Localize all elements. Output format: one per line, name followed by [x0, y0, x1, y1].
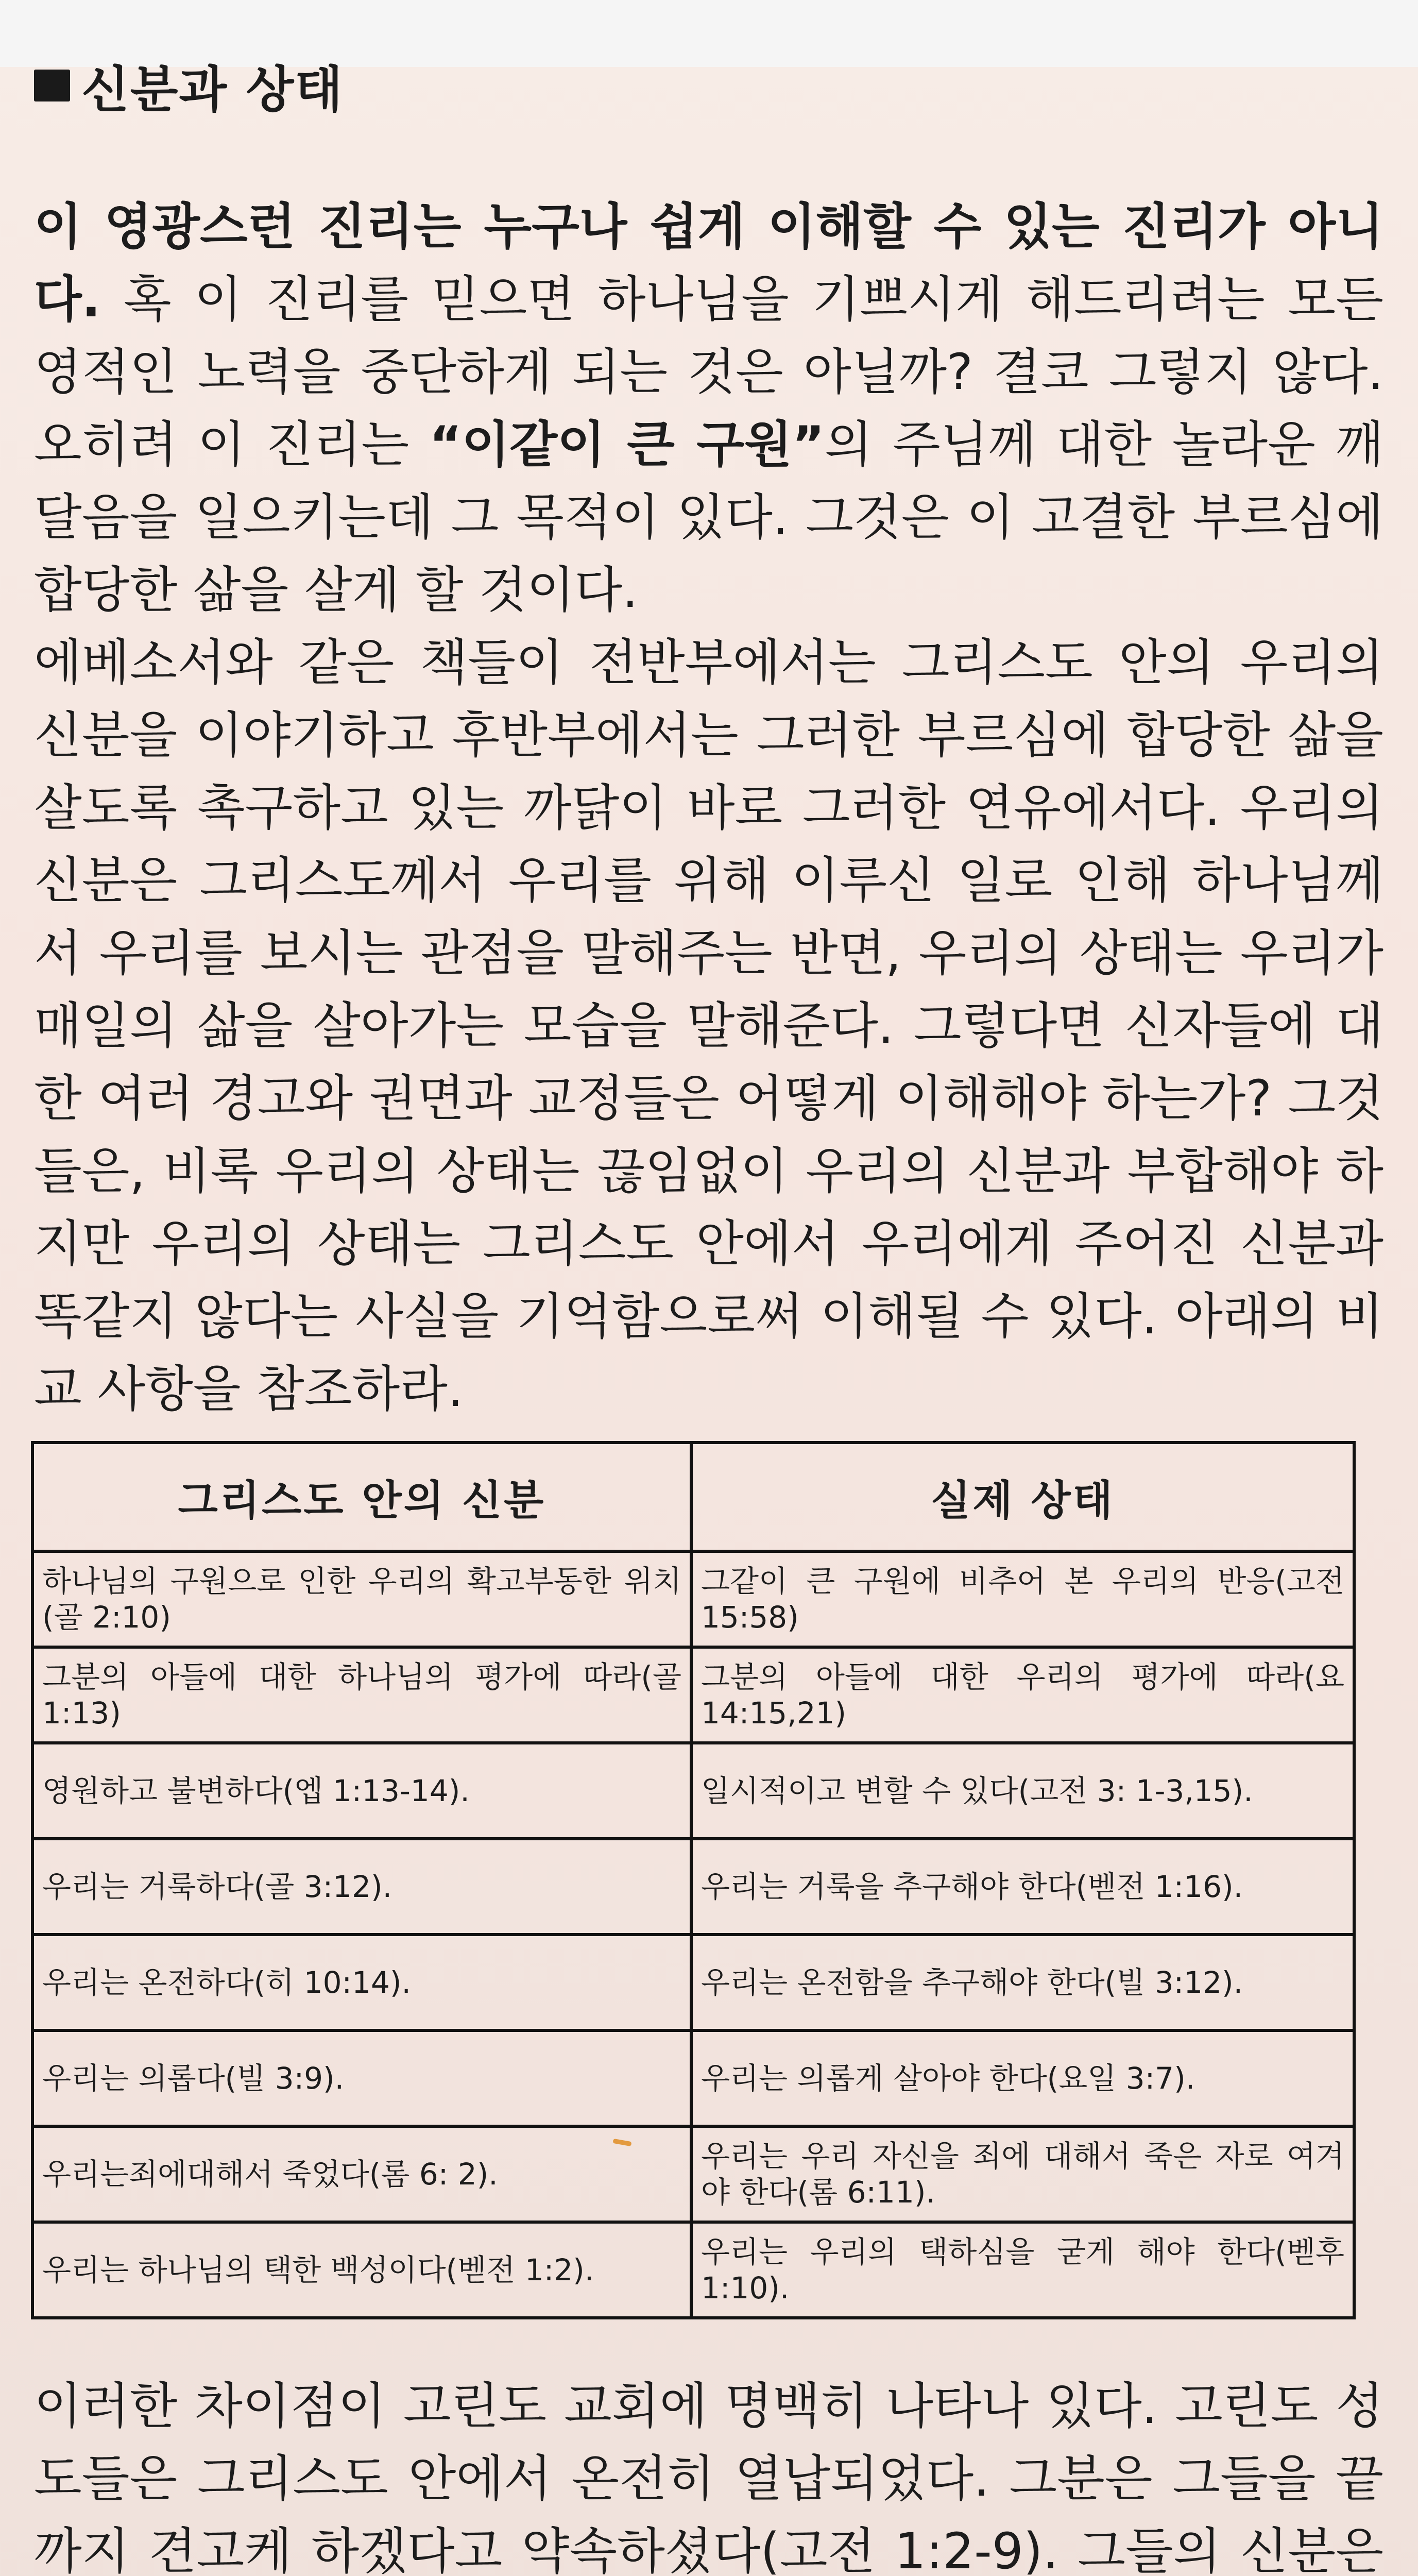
- state-cell: 우리는 온전함을 추구해야 한다(빌 3:12).: [691, 1935, 1354, 2030]
- state-cell: 우리는 우리 자신을 죄에 대해서 죽은 자로 여겨야 한다(롬 6:11).: [691, 2126, 1354, 2222]
- table-row: [32, 2030, 1354, 2126]
- table-row: [32, 1647, 1354, 1743]
- position-cell: 영원하고 불변하다(엡 1:13-14).: [32, 1743, 691, 1839]
- position-cell: 우리는 거룩하다(골 3:12).: [32, 1839, 691, 1935]
- comparison-table: [31, 1441, 1356, 2319]
- intro-text-1: 혹 이 진리를 믿으면 하나님을 기쁘시게 해드리려는 모든 영적인 노력을 중단하게 되는 것은 아닐까? 결코 그렇지 않다. 오히려 이 진리는: [34, 270, 1383, 473]
- intro-text: [34, 191, 1383, 1426]
- intro-paragraph-2: 에베소서와 같은 책들이 전반부에서는 그리스도 안의 우리의 신분을 이야기하고 후반부에서는 그러한 부르심에 합당한 삶을 살도록 촉구하고 있는 까닭이 바로 그러한 연유에서다. 우리의 신분은 그리스도께서 우리를 위해 이루신 일로 인해 하나님께서 우리를 보시는 관점을 말해주는 반면, 우리의 상태는 우리가 매일의 삶을 살아가는 모습을 말해준다. 그렇다면 신자들에 대한 여러 경고와 권면과 교정들은 어떻게 이해해야 하는가? 그것들은, 비록 우리의 상태는 끊임없이 우리의 신분과 부합해야 하지만 우리의 상태는 그리스도 안에서 우리에게 주어진 신분과 똑같지 않다는 사실을 기억함으로써 이해될 수 있다. 아래의 비교 사항을 참조하라.: [34, 634, 1383, 1418]
- header-state: 실제 상태: [691, 1443, 1354, 1551]
- state-cell: 일시적이고 변할 수 있다(고전 3: 1-3,15).: [691, 1743, 1354, 1839]
- table-row: [32, 1551, 1354, 1647]
- table-row: [32, 1839, 1354, 1935]
- intro-bold-quote: “이같이 큰 구원”: [429, 416, 825, 473]
- intro-paragraph-1: [34, 191, 1383, 626]
- section-heading: [34, 49, 344, 122]
- table-row: [32, 2126, 1354, 2222]
- state-cell: 우리는 의롭게 살아야 한다(요일 3:7).: [691, 2030, 1354, 2126]
- square-bullet-icon: [34, 70, 70, 101]
- table-row: [32, 1743, 1354, 1839]
- table-row: [32, 2222, 1354, 2318]
- table-row: [32, 1935, 1354, 2030]
- table-header-row: [32, 1443, 1354, 1551]
- state-cell: 그같이 큰 구원에 비추어 본 우리의 반응(고전 15:58): [691, 1551, 1354, 1647]
- state-cell: 우리는 거룩을 추구해야 한다(벧전 1:16).: [691, 1839, 1354, 1935]
- conclusion-paragraph: [34, 2370, 1383, 2576]
- position-cell: 하나님의 구원으로 인한 우리의 확고부동한 위치(골 2:10): [32, 1551, 691, 1647]
- conclusion-text: [34, 2370, 1383, 2576]
- intro-text-2: 의 주님께 대한 놀라운 깨달음을 일으키는데 그 목적이 있다. 그것은 이 고결한 부르심에 합당한 삶을 살게 할 것이다.: [34, 416, 1384, 619]
- intro-bold-lead: 이 영광스런 진리는 누구나 쉽게 이해할 수 있는 진리가 아니다.: [34, 198, 1383, 328]
- conclusion-text-1: 이러한 차이점이 고린도 교회에 명백히 나타나 있다. 고린도 성도들은 그리스도 안에서 온전히 열납되었다. 그분은 그들을 끝까지 견고케 하겠다고 약속하셨다(고전 1:2-9). 그들의 신분은: [34, 2377, 1383, 2576]
- state-cell: 우리는 우리의 택하심을 굳게 해야 한다(벧후 1:10).: [691, 2222, 1354, 2318]
- position-cell: 우리는 하나님의 택한 백성이다(벧전 1:2).: [32, 2222, 691, 2318]
- section-title: 신분과 상태: [81, 60, 344, 118]
- header-position: 그리스도 안의 신분: [32, 1443, 691, 1551]
- position-cell: 그분의 아들에 대한 하나님의 평가에 따라(골 1:13): [32, 1647, 691, 1743]
- state-cell: 그분의 아들에 대한 우리의 평가에 따라(요 14:15,21): [691, 1647, 1354, 1743]
- position-cell: 우리는 의롭다(빌 3:9).: [32, 2030, 691, 2126]
- position-cell: 우리는죄에대해서 죽었다(롬 6: 2).: [32, 2126, 691, 2222]
- position-cell: 우리는 온전하다(히 10:14).: [32, 1935, 691, 2030]
